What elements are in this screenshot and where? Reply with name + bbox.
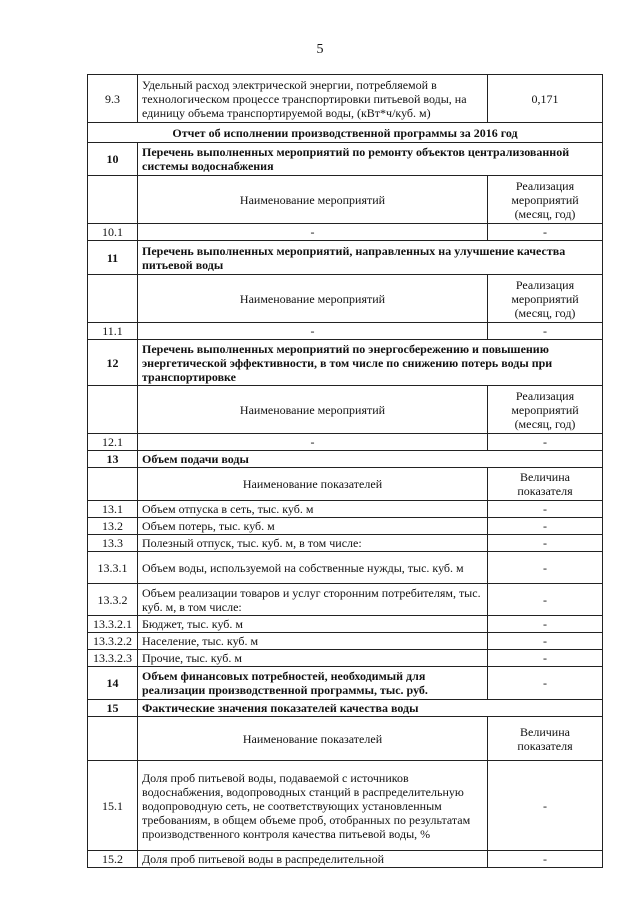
section-row: [88, 123, 603, 143]
page-number: 5: [316, 42, 324, 57]
column-header-value: Реализация мероприятий (месяц, год): [488, 275, 603, 323]
column-header-name: Наименование мероприятий: [138, 176, 488, 224]
row-value: -: [488, 667, 603, 700]
row-text: Полезный отпуск, тыс. куб. м, в том числе:: [138, 535, 488, 552]
row-value: -: [488, 518, 603, 535]
column-header-name: Наименование мероприятий: [138, 275, 488, 323]
row-value: -: [488, 851, 603, 868]
row-value: -: [488, 650, 603, 667]
table-row: [88, 667, 603, 700]
row-value: -: [488, 434, 603, 451]
row-number: 10.1: [88, 224, 138, 241]
row-number: 13.3: [88, 535, 138, 552]
row-text: Доля проб питьевой воды, подаваемой с источников водоснабжения, водопроводных станций в распределительную водопроводную сеть, не соответствующих установленным требованиям, в общем объеме проб, отобранных по результатам производственного контроля качества питьевой воды, %: [138, 761, 488, 851]
row-number: 10: [88, 143, 138, 176]
table-row: [88, 518, 603, 535]
table-row: [88, 761, 603, 851]
section-title: Отчет об исполнении производственной программы за 2016 год: [88, 123, 603, 143]
row-text: Прочие, тыс. куб. м: [138, 650, 488, 667]
row-title: Фактические значения показателей качества воды: [138, 700, 603, 717]
row-number: 13: [88, 451, 138, 468]
table-row: [88, 535, 603, 552]
row-title: Объем финансовых потребностей, необходимый для реализации производственной программы, тыс. руб.: [138, 667, 488, 700]
column-header-value: Реализация мероприятий (месяц, год): [488, 176, 603, 224]
table-row: [88, 143, 603, 176]
row-number: 11.1: [88, 323, 138, 340]
row-text: -: [138, 434, 488, 451]
row-number: 15.2: [88, 851, 138, 868]
row-value: -: [488, 501, 603, 518]
column-header-name: Наименование показателей: [138, 717, 488, 761]
row-number: 12: [88, 340, 138, 386]
row-text: Население, тыс. куб. м: [138, 633, 488, 650]
row-number: 11: [88, 241, 138, 275]
row-value: -: [488, 323, 603, 340]
row-number: 13.3.1: [88, 552, 138, 584]
row-title: Перечень выполненных мероприятий по энергосбережению и повышению энергетической эффективности, в том числе по снижению потерь воды при транспортировке: [138, 340, 603, 386]
subheader-row: [88, 176, 603, 224]
table-row: [88, 633, 603, 650]
row-text: -: [138, 323, 488, 340]
row-value: -: [488, 761, 603, 851]
row-value: -: [488, 535, 603, 552]
table-row: [88, 650, 603, 667]
row-number: 15.1: [88, 761, 138, 851]
column-header-name: Наименование мероприятий: [138, 386, 488, 434]
table-row: [88, 552, 603, 584]
table-row: [88, 851, 603, 868]
row-number: 15: [88, 700, 138, 717]
row-number: 14: [88, 667, 138, 700]
row-text: Бюджет, тыс. куб. м: [138, 616, 488, 633]
row-text: -: [138, 224, 488, 241]
table-row: [88, 584, 603, 616]
row-text: Доля проб питьевой воды в распределительной: [138, 851, 488, 868]
row-text: Объем реализации товаров и услуг сторонним потребителям, тыс. куб. м, в том числе:: [138, 584, 488, 616]
column-header-value: Реализация мероприятий (месяц, год): [488, 386, 603, 434]
table-row: [88, 323, 603, 340]
table-row: [88, 501, 603, 518]
row-value: -: [488, 224, 603, 241]
row-title: Объем подачи воды: [138, 451, 603, 468]
table-row: [88, 451, 603, 468]
table-row: [88, 75, 603, 123]
table-row: [88, 616, 603, 633]
row-value: -: [488, 616, 603, 633]
table-row: [88, 700, 603, 717]
column-header-value: Величина показателя: [488, 717, 603, 761]
subheader-row: [88, 717, 603, 761]
row-value: 0,171: [488, 75, 603, 123]
row-number: 13.3.2.1: [88, 616, 138, 633]
row-value: -: [488, 584, 603, 616]
row-number: 13.3.2: [88, 584, 138, 616]
table-row: [88, 340, 603, 386]
row-value: -: [488, 552, 603, 584]
subheader-row: [88, 386, 603, 434]
column-header-value: Величина показателя: [488, 468, 603, 501]
row-text: Объем отпуска в сеть, тыс. куб. м: [138, 501, 488, 518]
row-number: 13.3.2.3: [88, 650, 138, 667]
table-row: [88, 241, 603, 275]
row-value: -: [488, 633, 603, 650]
row-text: Удельный расход электрической энергии, потребляемой в технологическом процессе транспортировки питьевой воды, на единицу объема транспортируемой воды, (кВт*ч/куб. м): [138, 75, 488, 123]
subheader-row: [88, 275, 603, 323]
row-title: Перечень выполненных мероприятий по ремонту объектов централизованной системы водоснабжения: [138, 143, 603, 176]
row-number: 13.3.2.2: [88, 633, 138, 650]
subheader-row: [88, 468, 603, 501]
row-number: 12.1: [88, 434, 138, 451]
row-number: 9.3: [88, 75, 138, 123]
row-number: 13.2: [88, 518, 138, 535]
column-header-name: Наименование показателей: [138, 468, 488, 501]
table-row: [88, 434, 603, 451]
row-title: Перечень выполненных мероприятий, направленных на улучшение качества питьевой воды: [138, 241, 603, 275]
production-program-table: [87, 74, 603, 868]
table-row: [88, 224, 603, 241]
row-number: 13.1: [88, 501, 138, 518]
row-text: Объем потерь, тыс. куб. м: [138, 518, 488, 535]
row-text: Объем воды, используемой на собственные нужды, тыс. куб. м: [138, 552, 488, 584]
